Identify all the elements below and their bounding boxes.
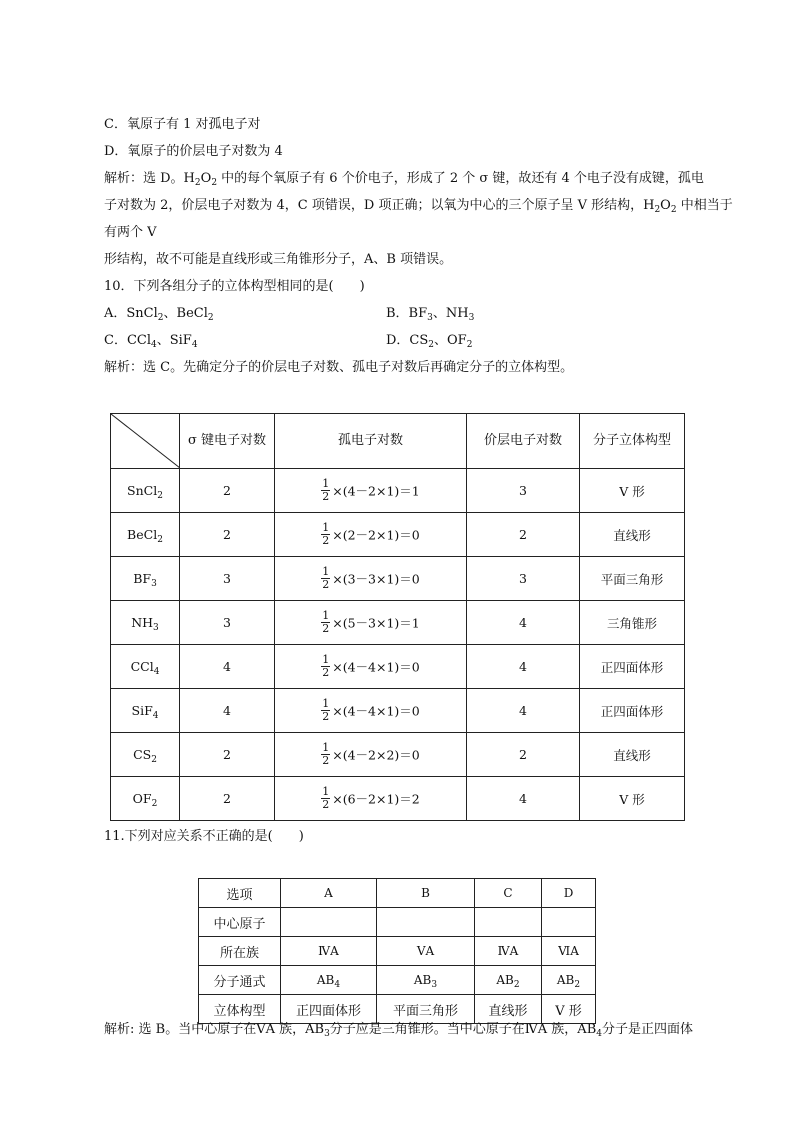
option-d: D．氧原子的价层电子对数为 4 (104, 144, 283, 159)
valence-pair-cell: 2 (467, 513, 580, 557)
value-cell: 平面三角形 (377, 995, 475, 1024)
valence-pair-cell: 2 (467, 733, 580, 777)
q10-option-b: B．$BF_3$、$NH_3$ (386, 306, 475, 323)
header-valence-pairs: 价层电子对数 (467, 414, 580, 469)
formula-cell: $AB_3$ (377, 966, 475, 995)
shape-cell: V 形 (580, 777, 685, 821)
valence-pair-cell: 4 (467, 777, 580, 821)
fraction-half: $\frac{1}{2}$ (322, 609, 330, 635)
shape-cell: 三角锥形 (580, 601, 685, 645)
table-row (111, 513, 685, 557)
row-label: 立体构型 (199, 995, 281, 1024)
shape-cell: 正四面体形 (580, 689, 685, 733)
table-header-row (111, 414, 685, 469)
q10-option-a: A．SnCl$_2$、BeCl$_2$ (104, 306, 214, 323)
value-cell: B (377, 879, 475, 908)
q10-option-d: D．$CS_2$、$OF_2$ (386, 333, 473, 350)
sigma-cell: 3 (180, 557, 275, 601)
table-row (111, 557, 685, 601)
table-row (111, 469, 685, 513)
molecule-cell: $CS_2$ (111, 733, 180, 777)
sigma-cell: 2 (180, 469, 275, 513)
value-cell: ⅥA (542, 937, 596, 966)
table-row (111, 645, 685, 689)
molecule-cell: SnCl$_2$ (111, 469, 180, 513)
option-c: C．氧原子有 1 对孤电子对 (104, 117, 261, 132)
value-cell (542, 908, 596, 937)
value-cell: D (542, 879, 596, 908)
table-row (111, 733, 685, 777)
question-11: 11.下列对应关系不正确的是( ) (104, 829, 304, 844)
fraction-half: $\frac{1}{2}$ (322, 565, 330, 591)
molecule-cell: CCl$_4$ (111, 645, 180, 689)
value-cell: ⅤA (377, 937, 475, 966)
shape-cell: 直线形 (580, 733, 685, 777)
lone-pair-cell: $\frac{1}{2}$ ×(2－2×1)＝0 (275, 513, 467, 557)
row-label: 选项 (199, 879, 281, 908)
shape-cell: 直线形 (580, 513, 685, 557)
sigma-cell: 2 (180, 513, 275, 557)
shape-cell: 正四面体形 (580, 645, 685, 689)
value-cell: V 形 (542, 995, 596, 1024)
molecule-cell: $BF_3$ (111, 557, 180, 601)
shape-cell: 平面三角形 (580, 557, 685, 601)
sigma-cell: 2 (180, 777, 275, 821)
value-cell: 正四面体形 (281, 995, 377, 1024)
table-row (199, 908, 596, 937)
value-cell: A (281, 879, 377, 908)
table-row (111, 601, 685, 645)
row-label: 分子通式 (199, 966, 281, 995)
lone-pair-cell: $\frac{1}{2}$ ×(3－3×1)＝0 (275, 557, 467, 601)
table-row (199, 879, 596, 908)
sigma-cell: 4 (180, 689, 275, 733)
row-label: 所在族 (199, 937, 281, 966)
analysis-11: 解析: 选 B。当中心原子在ⅤA 族，$AB_3$分子应是三角锥形。当中心原子在ⅣA 族，$AB_4$分子是正四面体 (104, 1022, 693, 1039)
fraction-half: $\frac{1}{2}$ (322, 653, 330, 679)
formula-cell: $AB_2$ (542, 966, 596, 995)
molecule-cell: $OF_2$ (111, 777, 180, 821)
header-shape: 分子立体构型 (580, 414, 685, 469)
lone-pair-cell: $\frac{1}{2}$ ×(6－2×1)＝2 (275, 777, 467, 821)
analysis-10: 解析：选 C。先确定分子的价层电子对数、孤电子对数后再确定分子的立体构型。 (104, 360, 574, 375)
lone-pair-cell: $\frac{1}{2}$ ×(4－2×2)＝0 (275, 733, 467, 777)
value-cell: ⅣA (475, 937, 542, 966)
diagonal-line (111, 414, 180, 468)
q10-option-c: C．CCl$_4$、SiF$_4$ (104, 333, 198, 350)
molecule-cell: $NH_3$ (111, 601, 180, 645)
row-label: 中心原子 (199, 908, 281, 937)
analysis-9-line1: 解析：选 D。$H_2O_2$ 中的每个氧原子有 6 个价电子，形成了 2 个 σ 键，故还有 4 个电子没有成键，孤电 (104, 171, 704, 188)
molecule-cell: BeCl$_2$ (111, 513, 180, 557)
sigma-cell: 2 (180, 733, 275, 777)
table-row (111, 689, 685, 733)
valence-pair-cell: 3 (467, 557, 580, 601)
sigma-cell: 3 (180, 601, 275, 645)
shape-cell: V 形 (580, 469, 685, 513)
lone-pair-cell: $\frac{1}{2}$ ×(4－4×1)＝0 (275, 645, 467, 689)
lone-pair-cell: $\frac{1}{2}$ ×(4－2×1)＝1 (275, 469, 467, 513)
table-row (111, 777, 685, 821)
lone-pair-cell: $\frac{1}{2}$ ×(5－3×1)＝1 (275, 601, 467, 645)
valence-pair-cell: 4 (467, 601, 580, 645)
fraction-half: $\frac{1}{2}$ (322, 741, 330, 767)
value-cell (377, 908, 475, 937)
analysis-9-line2: 子对数为 2，价层电子对数为 4，C 项错误，D 项正确；以氧为中心的三个原子呈 V 形结构，$H_2O_2$ 中相当于 (104, 198, 733, 215)
formula-cell: $AB_4$ (281, 966, 377, 995)
fraction-half: $\frac{1}{2}$ (322, 697, 330, 723)
vsepr-table (110, 413, 685, 821)
fraction-half: $\frac{1}{2}$ (322, 785, 330, 811)
value-cell (281, 908, 377, 937)
fraction-half: $\frac{1}{2}$ (322, 477, 330, 503)
valence-pair-cell: 3 (467, 469, 580, 513)
value-cell: ⅣA (281, 937, 377, 966)
diagonal-header-cell (111, 414, 180, 469)
header-sigma: σ 键电子对数 (180, 414, 275, 469)
formula-cell: $AB_2$ (475, 966, 542, 995)
question-10: 10．下列各组分子的立体构型相同的是( ) (104, 279, 365, 294)
valence-pair-cell: 4 (467, 689, 580, 733)
options-table (198, 878, 596, 1024)
header-lone-pairs: 孤电子对数 (275, 414, 467, 469)
molecule-cell: SiF$_4$ (111, 689, 180, 733)
table-row (199, 995, 596, 1024)
analysis-9-line4: 形结构，故不可能是直线形或三角锥形分子，A、B 项错误。 (104, 252, 453, 267)
table-row (199, 966, 596, 995)
lone-pair-cell: $\frac{1}{2}$ ×(4－4×1)＝0 (275, 689, 467, 733)
sigma-cell: 4 (180, 645, 275, 689)
value-cell: 直线形 (475, 995, 542, 1024)
table-row (199, 937, 596, 966)
analysis-9-line3: 有两个 V (104, 225, 157, 240)
valence-pair-cell: 4 (467, 645, 580, 689)
value-cell: C (475, 879, 542, 908)
fraction-half: $\frac{1}{2}$ (322, 521, 330, 547)
value-cell (475, 908, 542, 937)
